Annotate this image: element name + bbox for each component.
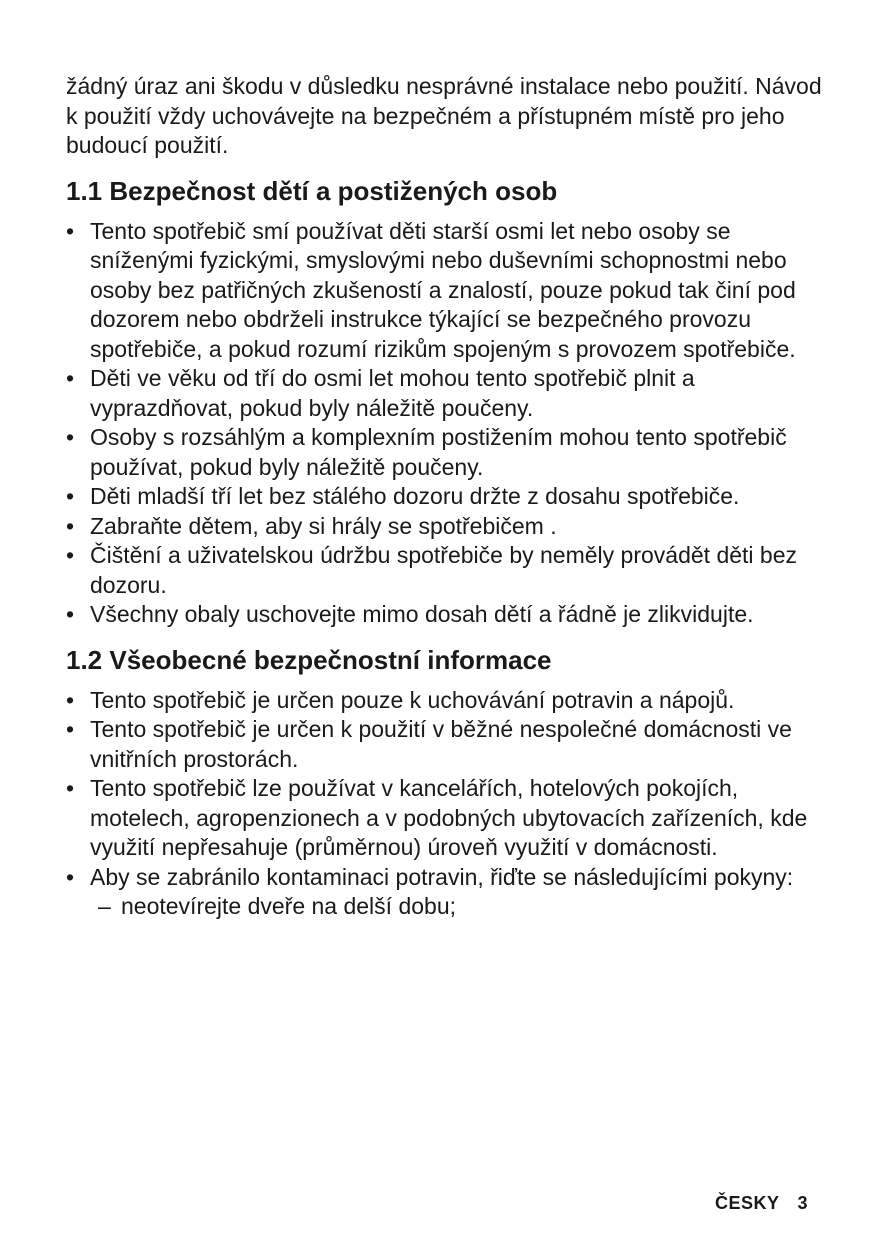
list-item: • Čištění a uživatelskou údržbu spotřebiče by neměly provádět děti bez dozoru. xyxy=(66,542,798,598)
intro-paragraph: žádný úraz ani škodu v důsledku nesprávné instalace nebo použití. Návod k použití vždy uchovávejte na bezpečném a přístupném místě pro jeho budoucí použití. xyxy=(66,73,822,158)
footer-language: ČESKY xyxy=(714,1193,780,1213)
bullet-icon: • xyxy=(66,775,75,801)
bullet-icon: • xyxy=(66,483,75,509)
sub-list xyxy=(90,892,826,922)
list-item: • Tento spotřebič smí používat děti starší osmi let nebo osoby se sníženými fyzickými, smyslovými nebo duševními schopnostmi nebo osoby bez patřičných zkušeností a znalostí, pouze pokud tak činí pod dozorem nebo obdrželi instrukce týkající se bezpečného provozu spotřebiče, a pokud rozumí rizikům spojeným s provozem spotřebiče. xyxy=(66,217,796,362)
bullet-icon: • xyxy=(66,512,75,539)
list-item: • Osoby s rozsáhlým a komplexním postižením mohou tento spotřebič používat, pokud byly náležitě poučeny. xyxy=(66,424,787,480)
list-item: • Všechny obaly uschovejte mimo dosah dětí a řádně je zlikvidujte. xyxy=(66,600,826,630)
page-number: 3 xyxy=(797,1193,808,1213)
general-safety-list xyxy=(66,686,826,922)
bullet-icon: • xyxy=(66,716,75,742)
section-heading-child-safety: 1.1 Bezpečnost dětí a postižených osob xyxy=(66,175,558,206)
bullet-icon: • xyxy=(66,365,75,391)
bullet-icon: • xyxy=(66,542,75,568)
page-content xyxy=(66,72,826,922)
bullet-icon: • xyxy=(66,863,75,890)
bullet-icon: • xyxy=(66,424,75,450)
list-item: • Děti mladší tří let bez stálého dozoru držte z dosahu spotřebiče. xyxy=(66,482,826,512)
bullet-icon: • xyxy=(66,686,75,713)
bullet-icon: • xyxy=(66,217,75,244)
list-item: • Zabraňte dětem, aby si hrály se spotřebičem . xyxy=(66,512,826,542)
section-heading-general-safety: 1.2 Všeobecné bezpečnostní informace xyxy=(66,644,552,675)
list-item: • Aby se zabránilo kontaminaci potravin, řiďte se následujícími pokyny: – neotevírejte dveře na delší dobu; xyxy=(66,863,826,922)
sub-list-item: – neotevírejte dveře na delší dobu; xyxy=(90,892,826,922)
list-item: • Tento spotřebič je určen pouze k uchovávání potravin a nápojů. xyxy=(66,686,826,716)
list-item: • Tento spotřebič lze používat v kancelářích, hotelových pokojích, motelech, agropenzionech a v podobných ubytovacích zařízeních, kde využití nepřesahuje (průměrnou) úroveň využití v domácnosti. xyxy=(66,775,808,860)
page-footer xyxy=(715,1193,808,1214)
child-safety-list xyxy=(66,217,826,630)
dash-icon: – xyxy=(98,893,111,919)
list-item: • Děti ve věku od tří do osmi let mohou tento spotřebič plnit a vyprazdňovat, pokud byly náležitě poučeny. xyxy=(66,365,695,421)
list-item: • Tento spotřebič je určen k použití v běžné nespolečné domácnosti ve vnitřních prostorách. xyxy=(66,716,792,772)
bullet-icon: • xyxy=(66,601,75,627)
